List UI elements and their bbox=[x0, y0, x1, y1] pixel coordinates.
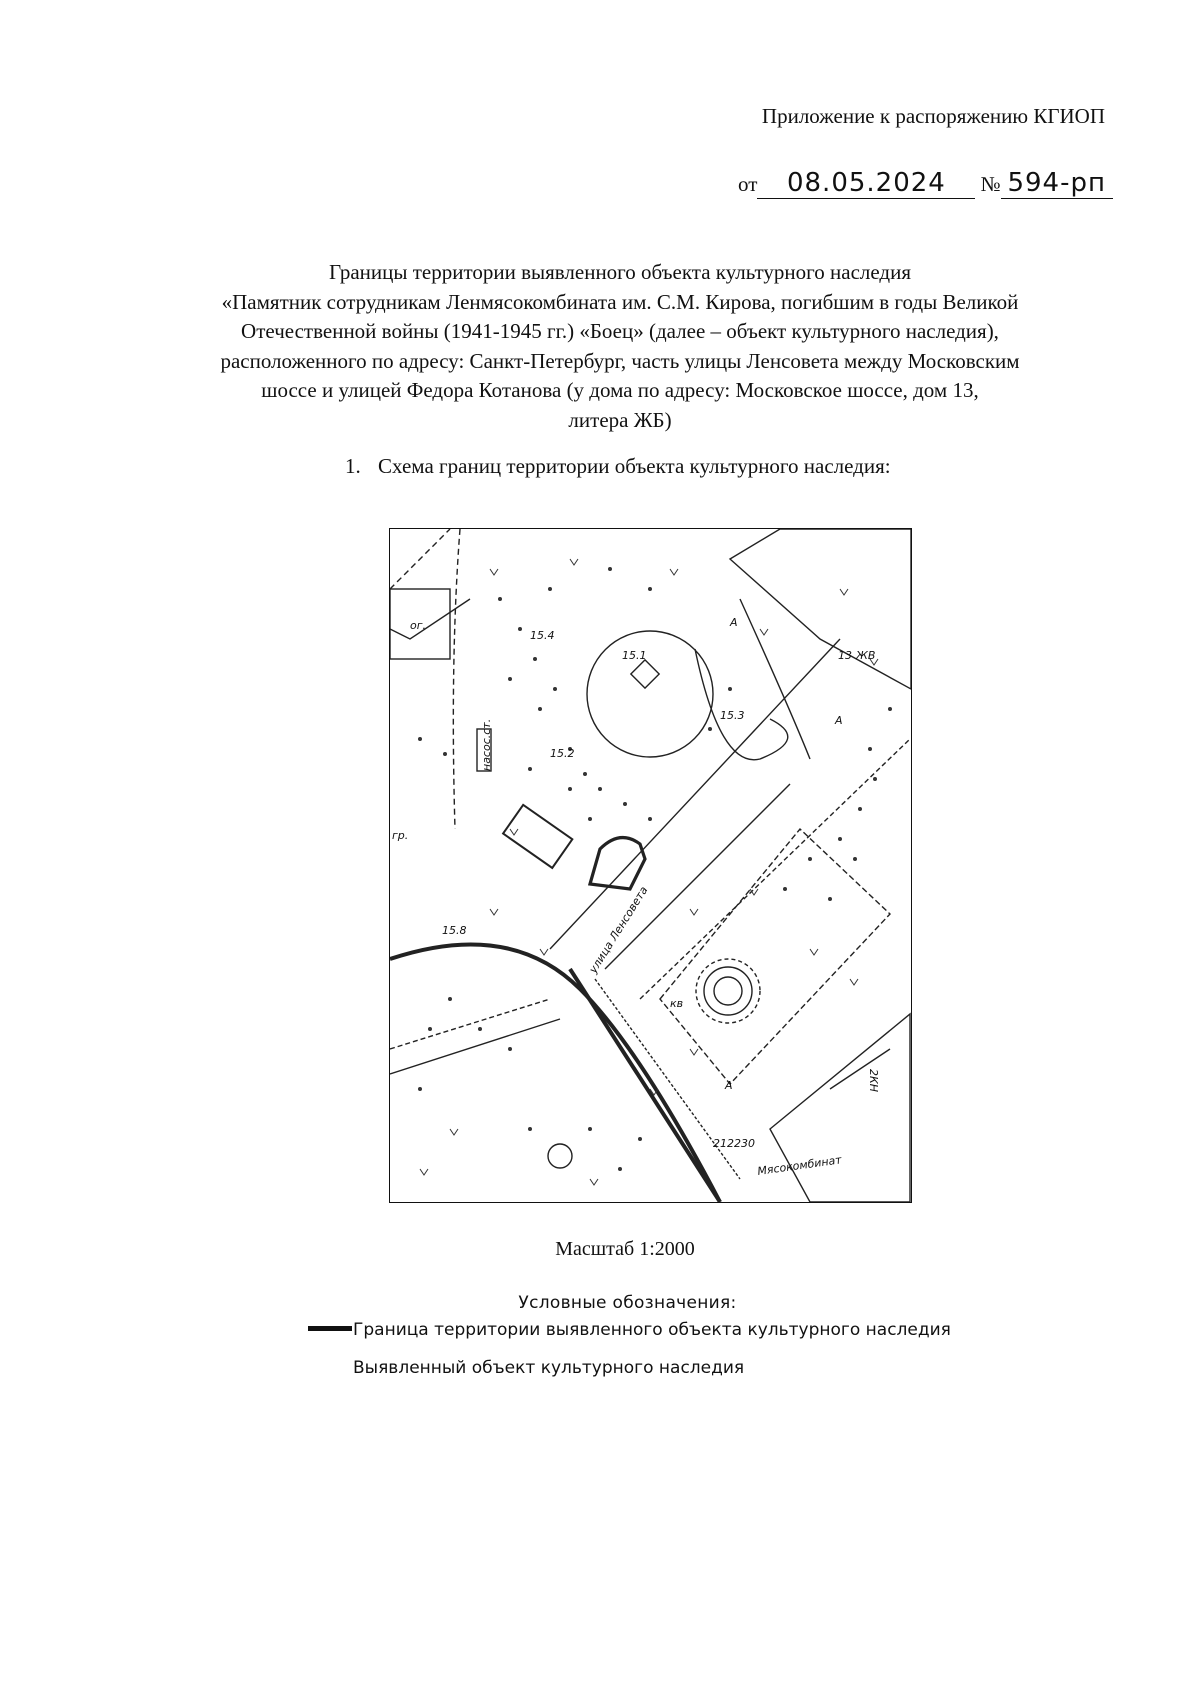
document-title bbox=[150, 258, 1090, 435]
elevation-label: 15.1 bbox=[622, 649, 647, 662]
kv-label: кв bbox=[670, 997, 684, 1010]
title-line: расположенного по адресу: Санкт-Петербург, часть улицы Ленсовета между Московским bbox=[220, 348, 1020, 373]
pump-station-label: насос.ст. bbox=[480, 718, 493, 771]
house-number-label: 13 bbox=[838, 649, 852, 662]
date-prefix: от bbox=[738, 172, 758, 196]
title-line: шоссе и улицей Федора Котанова (у дома по адресу: Московское шоссе, дом 13, bbox=[261, 378, 979, 402]
boundary-line-symbol bbox=[308, 1326, 352, 1331]
map-drawing bbox=[390, 529, 911, 1202]
legend-label: Граница территории выявленного объекта культурного наследия bbox=[353, 1320, 951, 1340]
gr-label: гр. bbox=[392, 829, 409, 842]
map-scale: Масштаб 1:2000 bbox=[555, 1238, 695, 1260]
title-line: Границы территории выявленного объекта культурного наследия bbox=[329, 260, 911, 284]
litera-label: ЖВ bbox=[856, 649, 876, 662]
number-prefix: № bbox=[980, 172, 1001, 196]
street-label: улица Ленсовета bbox=[586, 884, 651, 976]
elevation-label: 15.3 bbox=[720, 709, 745, 722]
path-letter-label: А bbox=[730, 616, 738, 629]
path-letter-label: А bbox=[835, 714, 843, 727]
section-number: 1. bbox=[345, 454, 361, 478]
order-date: 08.05.2024 bbox=[757, 168, 975, 199]
legend-title: Условные обозначения: bbox=[518, 1293, 737, 1313]
section-heading bbox=[345, 454, 891, 479]
boundary-map bbox=[389, 528, 912, 1203]
order-reference bbox=[738, 168, 1113, 199]
elevation-label: 15.8 bbox=[442, 924, 467, 937]
elevation-label: 15.2 bbox=[550, 747, 575, 760]
og-label: ог. bbox=[410, 619, 427, 632]
legend-label: Выявленный объект культурного наследия bbox=[353, 1358, 745, 1378]
code-label: 212230 bbox=[713, 1137, 755, 1150]
elevation-label: 15.4 bbox=[530, 629, 555, 642]
section-text: Схема границ территории объекта культурного наследия: bbox=[378, 454, 891, 478]
title-line: «Памятник сотрудникам Ленмясокомбината им. С.М. Кирова, погибшим в годы Великой bbox=[221, 289, 1019, 314]
order-number: 594-рп bbox=[1001, 168, 1113, 199]
building-2kn-label: 2КН bbox=[867, 1069, 880, 1093]
path-letter-label: А bbox=[725, 1079, 733, 1092]
legend-item-boundary bbox=[308, 1320, 951, 1340]
appendix-title: Приложение к распоряжению КГИОП bbox=[761, 104, 1105, 128]
plant-label: Мясокомбинат bbox=[756, 1153, 843, 1178]
title-line: Отечественной войны (1941-1945 гг.) «Боец» (далее – объект культурного наследия), bbox=[241, 319, 999, 343]
title-line: литера ЖБ) bbox=[568, 407, 672, 432]
legend-item-object bbox=[353, 1358, 744, 1378]
